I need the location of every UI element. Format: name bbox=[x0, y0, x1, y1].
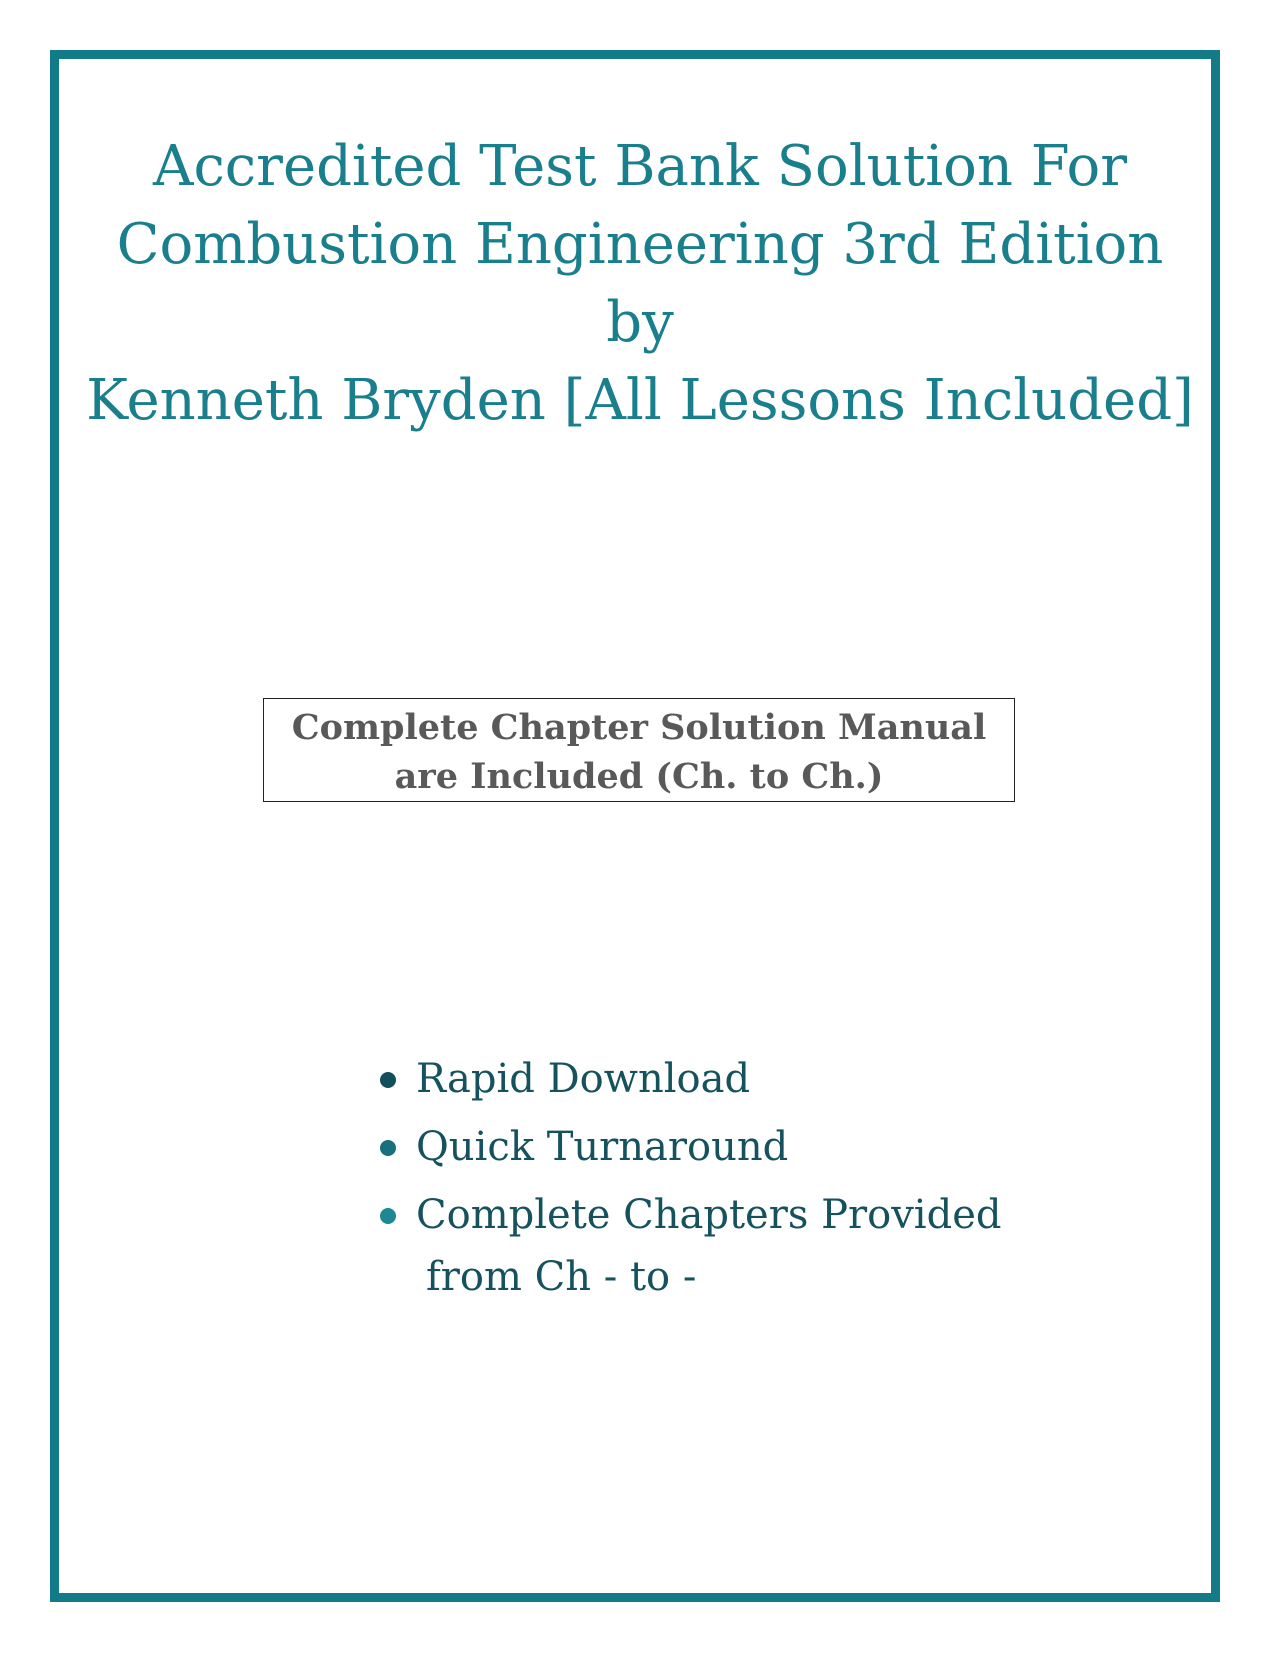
feature-label: Complete Chapters Provided bbox=[416, 1192, 1002, 1238]
feature-item-complete-chapters bbox=[370, 1184, 1070, 1308]
feature-list bbox=[370, 1048, 1070, 1314]
bullet-icon bbox=[380, 1140, 396, 1156]
feature-label-continuation: from Ch - to - bbox=[426, 1254, 697, 1300]
notice-line-1: Complete Chapter Solution Manual bbox=[291, 707, 987, 748]
title-line-1: Accredited Test Bank Solution For bbox=[153, 134, 1127, 199]
page-title bbox=[80, 128, 1200, 440]
bullet-icon bbox=[380, 1072, 396, 1088]
notice-line-2: are Included (Ch. to Ch.) bbox=[394, 756, 884, 797]
title-line-3: Kenneth Bryden [All Lessons Included] bbox=[86, 368, 1194, 433]
feature-label: Quick Turnaround bbox=[416, 1124, 789, 1170]
chapter-notice-box bbox=[263, 698, 1015, 802]
feature-item-rapid-download bbox=[370, 1048, 1070, 1110]
feature-item-quick-turnaround bbox=[370, 1116, 1070, 1178]
title-line-2: Combustion Engineering 3rd Edition by bbox=[116, 212, 1164, 355]
feature-label: Rapid Download bbox=[416, 1056, 751, 1102]
bullet-icon bbox=[380, 1208, 396, 1224]
